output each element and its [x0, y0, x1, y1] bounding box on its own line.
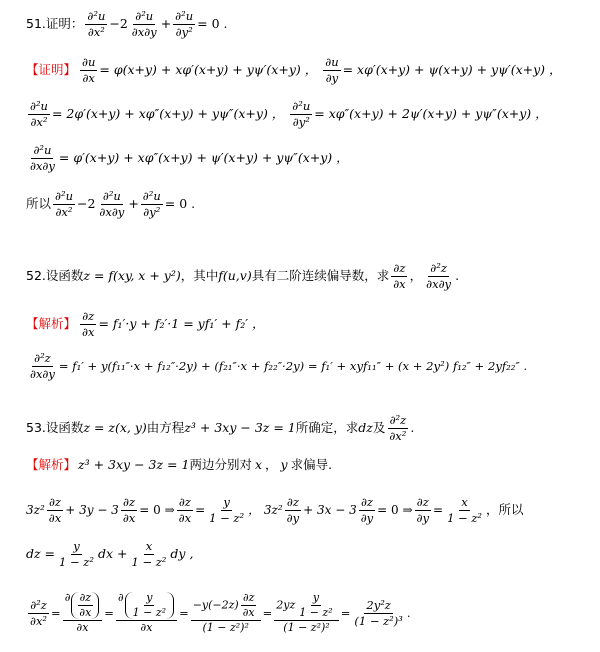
fraction: $\frac{\text{∂²u}}{\text{∂x²}}$ [87, 9, 106, 39]
analysis-tag: 【解析】 [26, 457, 77, 472]
fraction: $\frac{\text{∂²z}}{\partial x\partial y}$ [426, 261, 452, 291]
proof-tag: 【证明】 [26, 62, 77, 78]
fraction: $\frac{\partial z}{\partial x}$ [122, 495, 136, 525]
fraction: $\frac{\text{∂²z}}{\text{∂x²}}$ [389, 413, 407, 443]
proof-line-2: $\frac{\text{∂²u}}{\text{∂x²}}$ = 2φ′(x+y) + xφ″(x+y) + yψ″(x+y) ， $\frac{\text{∂²u}}{\text{∂y²}}$ = xφ″(x+y) + 2ψ′(x+y) + yψ″(x+y) ， [30, 99, 548, 129]
fraction: $\frac{\partial z}{\partial y}$ [416, 495, 429, 525]
fraction: $\frac{\partial z}{\partial y}$ [360, 495, 374, 525]
sol53-second-derivative: $\frac{\text{∂²z}}{\text{∂x²}}$ = ∂ $\frac{\partial z}{\partial x}$ ∂x = ∂ $\frac{y}{\text{1 − z²}}$ ∂x = −y(−2z) $\frac{\partial z}{\partial x}$ (1 − z²)² = 2yz $\frac{y}{\text{1 − z²}}$ (1 − z²)² = $\frac{\text{2y²z}}{\text{(1 − z²)³}}$ . [30, 591, 411, 635]
fraction: $\frac{\partial u}{\partial x}$ [82, 55, 96, 85]
fraction: $\frac{\partial u}{\partial y}$ [325, 55, 339, 85]
sol53-intro: 【解析】 z³ + 3xy − 3z = 1 两边分别对 x ， y 求偏导. [26, 457, 333, 472]
q53-line: 53.设函数 z = z(x, y) 由方程 z³ + 3xy − 3z = 1 所确定，求 dz 及 $\frac{\text{∂²z}}{\text{∂x²}}$ . [26, 413, 415, 443]
fraction: $\frac{x}{\text{1 − z²}}$ [131, 539, 167, 569]
fraction: ∂ $\frac{\partial z}{\partial x}$ ∂x [63, 592, 103, 634]
fraction: $\frac{y}{\text{1 − z²}}$ [209, 495, 245, 525]
q53-number: 53.设函数 [26, 420, 84, 436]
fraction: $\frac{\text{∂²u}}{\text{∂y²}}$ [292, 99, 311, 129]
q51-line: 51.证明： $\frac{\text{∂²u}}{\text{∂x²}}$ −2 $\frac{\text{∂²u}}{\partial x\partial y}$ + $\frac{\text{∂²u}}{\text{∂y²}}$ = 0 . [26, 9, 228, 39]
sol53-line-1: 3z² $\frac{\partial z}{\partial x}$ + 3y − 3 $\frac{\partial z}{\partial x}$ = 0 ⇒ $\frac{\partial z}{\partial x}$ = $\frac{y}{\text{1 − z²}}$ ， 3z² $\frac{\partial z}{\partial y}$ + 3x − 3 $\frac{\partial z}{\partial y}$ = 0 ⇒ $\frac{\partial z}{\partial y}$ = $\frac{x}{\text{1 − z²}}$ ，所以 [26, 495, 524, 525]
fraction: $\frac{\text{∂²u}}{\text{∂x²}}$ [30, 99, 48, 129]
fraction: $\frac{\partial z}{\partial y}$ [286, 495, 300, 525]
proof-line-3: $\frac{\text{∂²u}}{\partial x\partial y}$ = φ′(x+y) + xφ″(x+y) + ψ′(x+y) + yψ″(x+y) ， [30, 143, 349, 173]
proof-line-1: 【证明】 $\frac{\partial u}{\partial x}$ = φ(x+y) + xφ′(x+y) + yψ′(x+y) ， $\frac{\partial u}{\partial y}$ = xφ′(x+y) + ψ(x+y) + yψ′(x+y) ， [26, 55, 562, 85]
sol52-line-2: $\frac{\text{∂²z}}{\partial x\partial y}$ = f₁′ + y(f₁₁″·x + f₁₂″·2y) + (f₂₁″·x + f₂₂″·2y) = f₁′ + xyf₁₁″ + (x + 2y²) f₁₂″ + 2yf₂₂″ . [30, 351, 528, 381]
fraction: $\frac{\text{∂²u}}{\text{∂y²}}$ [142, 189, 161, 219]
q52-line: 52.设函数 z = f(xy, x + y²) ，其中 f(u,v) 具有二阶连续偏导数，求 $\frac{\partial z}{\partial x}$ ， $\frac{\text{∂²z}}{\partial x\partial y}$ . [26, 261, 460, 291]
fraction: $\frac{x}{\text{1 − z²}}$ [447, 495, 482, 525]
q52-number: 52.设函数 [26, 268, 84, 284]
analysis-tag: 【解析】 [26, 316, 77, 332]
fraction: $\frac{\text{∂²u}}{\partial x\partial y}$ [99, 189, 125, 219]
q51-number: 51.证明： [26, 16, 84, 32]
fraction: $\frac{\partial z}{\partial x}$ [393, 261, 406, 291]
fraction: $\frac{\text{∂²u}}{\partial x\partial y}$ [131, 9, 157, 39]
fraction: $\frac{\partial z}{\partial x}$ [178, 495, 192, 525]
fraction: $\frac{\partial z}{\partial x}$ [82, 309, 95, 339]
fraction: $\frac{\text{∂²u}}{\partial x\partial y}$ [30, 143, 55, 173]
fraction: $\frac{\partial z}{\partial x}$ [48, 495, 62, 525]
proof-conclusion: 所以 $\frac{\text{∂²u}}{\text{∂x²}}$ −2 $\frac{\text{∂²u}}{\partial x\partial y}$ + $\frac{\text{∂²u}}{\text{∂y²}}$ = 0 . [26, 189, 196, 219]
fraction: −y(−2z) $\frac{\partial z}{\partial x}$ (1 − z²)² [191, 592, 261, 634]
sol53-dz-line: dz = $\frac{y}{\text{1 − z²}}$ dx + $\frac{x}{\text{1 − z²}}$ dy , [26, 539, 194, 569]
fraction: $\frac{\text{∂²u}}{\text{∂y²}}$ [175, 9, 194, 39]
fraction: ∂ $\frac{y}{\text{1 − z²}}$ ∂x [116, 592, 177, 634]
fraction: $\frac{y}{\text{1 − z²}}$ [59, 539, 94, 569]
fraction: $\frac{\text{∂²u}}{\text{∂x²}}$ [55, 189, 73, 219]
sol52-line-1: 【解析】 $\frac{\partial z}{\partial x}$ = f₁′·y + f₂′·1 = yf₁′ + f₂′ ， [26, 309, 265, 339]
fraction: 2yz $\frac{y}{\text{1 − z²}}$ (1 − z²)² [274, 592, 338, 634]
fraction: $\frac{\text{∂²z}}{\text{∂x²}}$ [30, 598, 48, 628]
fraction: $\frac{\text{∂²z}}{\partial x\partial y}$ [30, 351, 55, 381]
fraction: $\frac{\text{2y²z}}{\text{(1 − z²)³}}$ [354, 598, 403, 628]
